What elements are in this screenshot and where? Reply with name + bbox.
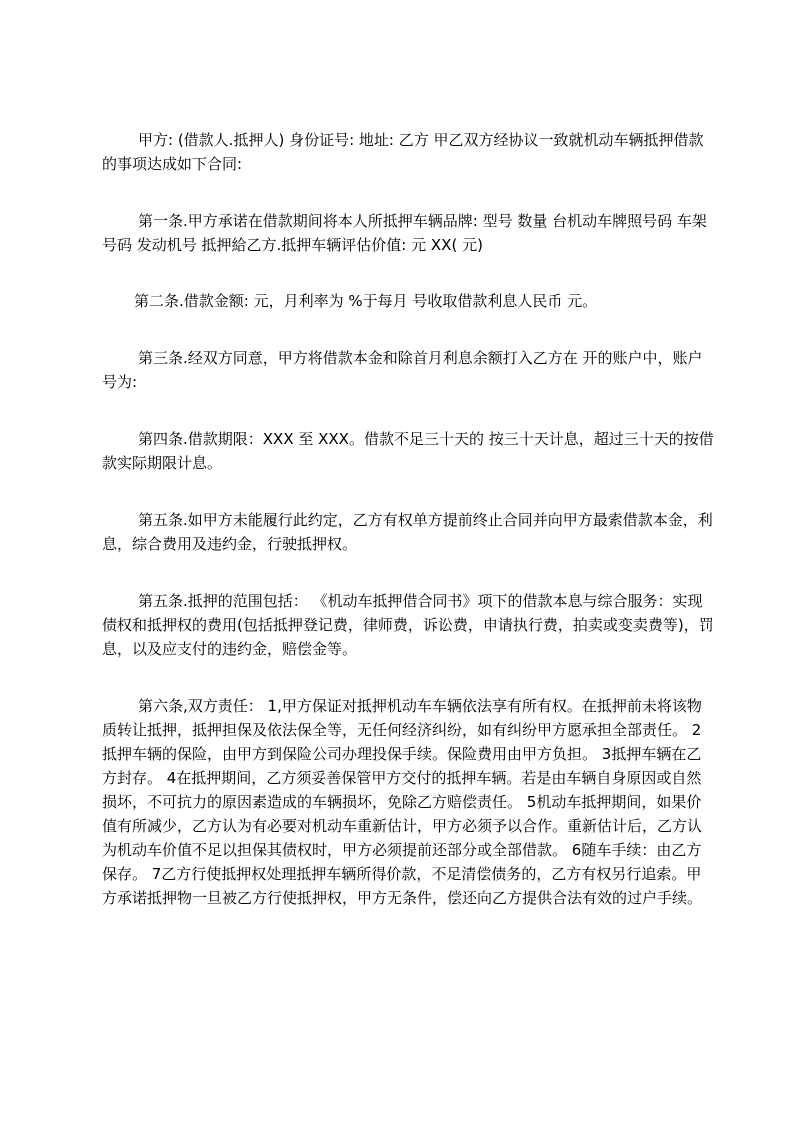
article-3: 第三条.经双方同意，甲方将借款本金和除首月利息余额打入乙方在 开的账户中，账户号为: [102,349,703,391]
article-1: 第一条.甲方承诺在借款期间将本人所抵押车辆品牌: 型号 数量 台机动车牌照号码 车架号码 发动机号 抵押給乙方.抵押车辆评估价值: 元 XX( 元) [102,212,707,254]
contract-preamble: 甲方: (借款人.抵押人) 身份证号: 地址: 乙方 甲乙双方经协议一致就机动车辆抵押借款的事项达成如下合同: [102,131,704,173]
article-4: 第四条.借款期限：XXX 至 XXX。借款不足三十天的 按三十天计息，超过三十天的按借款实际期限计息。 [102,430,714,472]
document-page [102,128,714,910]
article-5-termination: 第五条.如甲方未能履行此约定，乙方有权单方提前终止合同并向甲方最索借款本金，利息，综合费用及违约金，行驶抵押权。 [102,511,713,553]
article-6-responsibilities: 第六条,双方责任： 1,甲方保证对抵押机动车车辆依法享有所有权。在抵押前未将该物质转让抵押，抵押担保及依法保全等，无任何经济纠纷，如有纠纷甲方愿承担全部责任。 2抵押车辆的保险，由甲方到保险公司办理投保手续。保险费用由甲方负担。 3抵押车辆在乙方封存。 4在抵押期间，乙方须妥善保管甲方交付的抵押车辆。若是由车辆自身原因或自然损坏，不可抗力的原因素造成的车辆损坏，免除乙方赔偿责任。 5机动车抵押期间，如果价值有所减少，乙方认为有必要对机动车重新估计，甲方必须予以合作。重新估计后，乙方认为机动车价值不足以担保其债权时，甲方必须提前还部分或全部借款。 6随车手续：由乙方保存。 7乙方行使抵押权处理抵押车辆所得价款，不足清偿债务的，乙方有权另行追索。甲方承诺抵押物一旦被乙方行使抵押权，甲方无条件，偿还向乙方提供合法有效的过户手续。 [102,697,703,907]
article-5-scope: 第五条.抵押的范围包括： 《机动车抵押借合同书》项下的借款本息与综合服务：实现债权和抵押权的费用(包括抵押登记费，律师费，诉讼费，申请执行费，拍卖或变卖费等)，罚息，以及应支付的违约金，赔偿金等。 [102,592,714,658]
article-2: 第二条.借款金额: 元，月利率为 %于每月 号收取借款利息人民币 元。 [134,292,598,310]
